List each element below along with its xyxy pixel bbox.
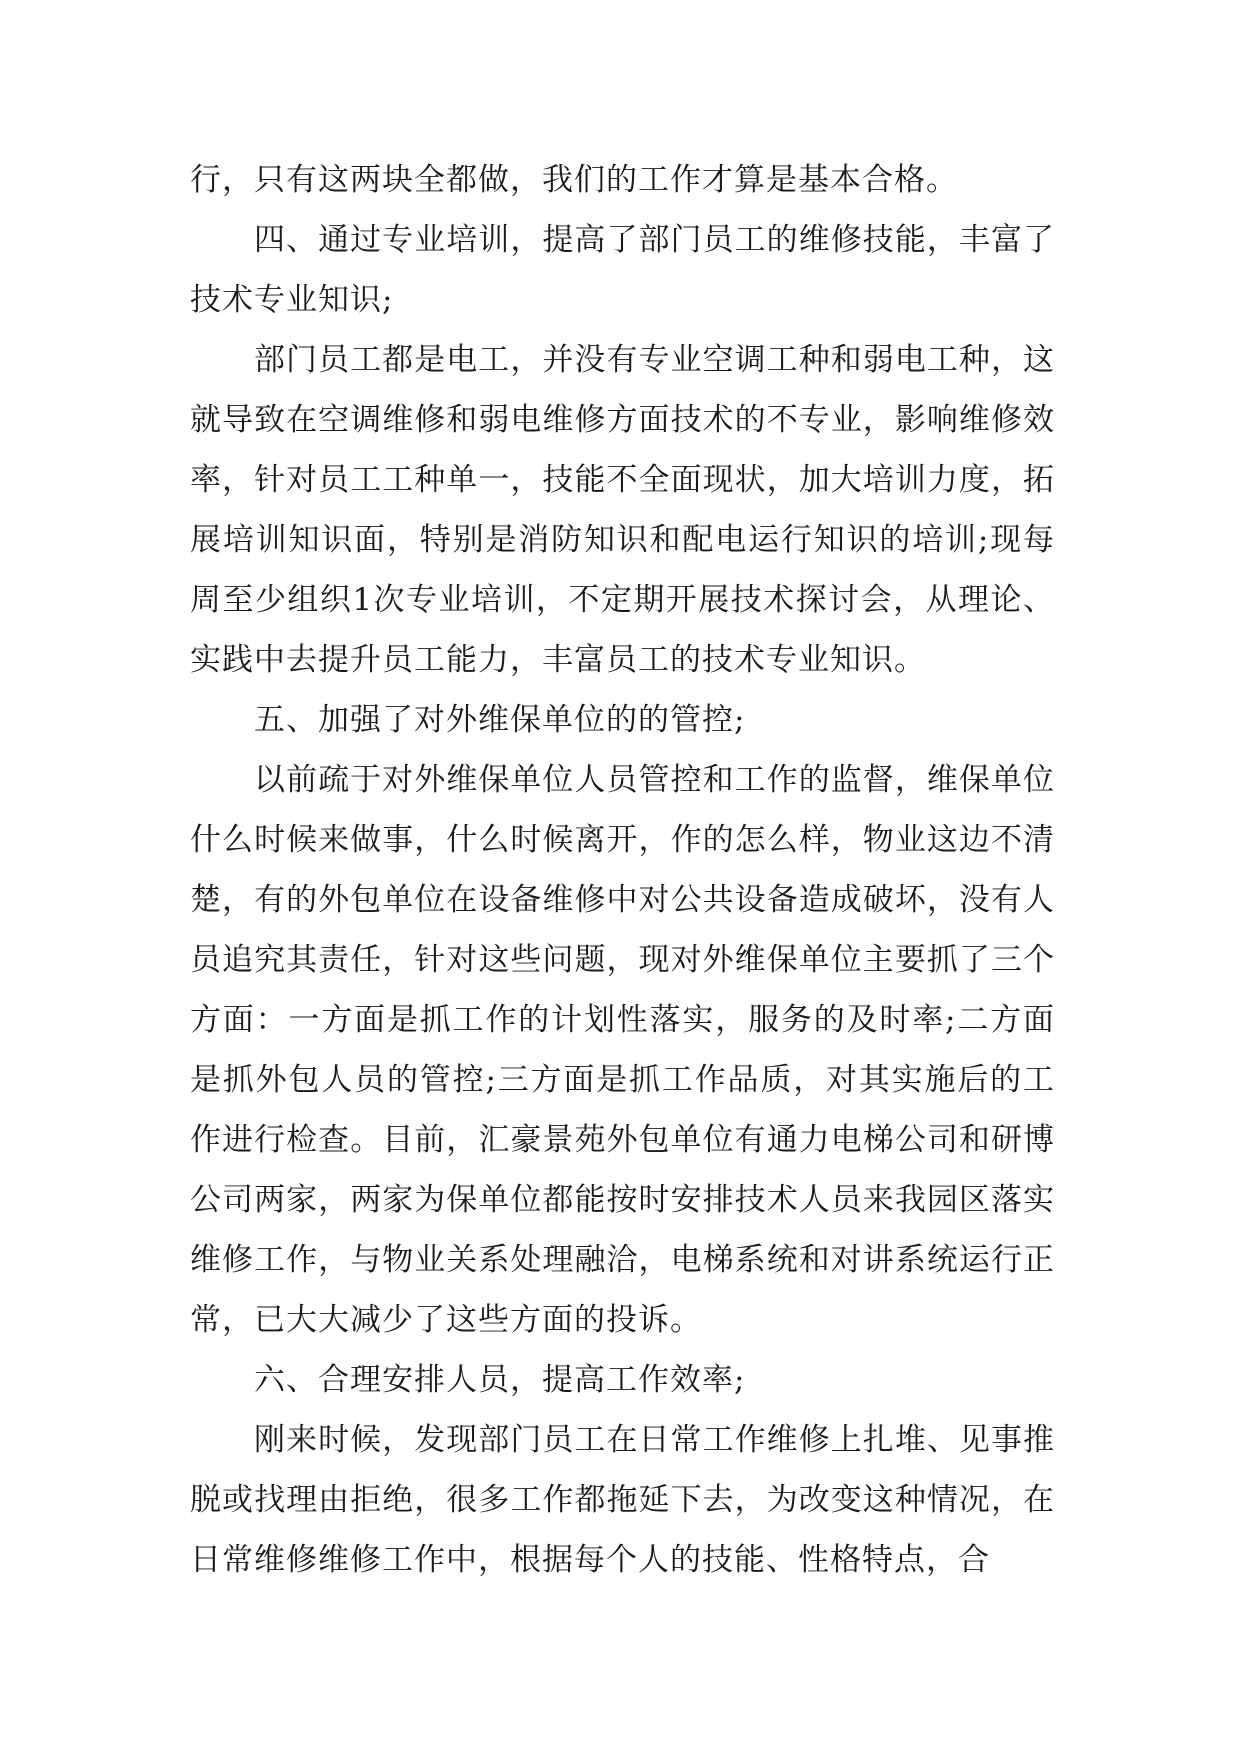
paragraph-staffing: 刚来时候，发现部门员工在日常工作维修上扎堆、见事推脱或找理由拒绝，很多工作都拖延下去，为改变这种情况，在日常维修维修工作中，根据每个人的技能、性格特点，合	[190, 1422, 1055, 1578]
paragraph-training: 部门员工都是电工，并没有专业空调工种和弱电工种，这就导致在空调维修和弱电维修方面技术的不专业，影响维修效率，针对员工工种单一，技能不全面现状，加大培训力度，拓展培训知识面，特别是消防知识和配电运行知识的培训;现每周至少组织1次专业培训，不定期开展技术探讨会，从理论、实践中去提升员工能力，丰富员工的技术专业知识。	[190, 342, 1055, 678]
document-body	[190, 150, 1055, 1590]
section-heading-six: 六、合理安排人员，提高工作效率;	[254, 1362, 746, 1398]
paragraph-continuation: 行，只有这两块全都做，我们的工作才算是基本合格。	[190, 162, 958, 198]
section-heading-four: 四、通过专业培训，提高了部门员工的维修技能，丰富了技术专业知识;	[190, 222, 1055, 318]
section-heading-five: 五、加强了对外维保单位的的管控;	[254, 702, 746, 738]
paragraph-outsourcing: 以前疏于对外维保单位人员管控和工作的监督，维保单位什么时候来做事，什么时候离开，作的怎么样，物业这边不清楚，有的外包单位在设备维修中对公共设备造成破坏，没有人员追究其责任，针对这些问题，现对外维保单位主要抓了三个方面：一方面是抓工作的计划性落实，服务的及时率;二方面是抓外包人员的管控;三方面是抓工作品质，对其实施后的工作进行检查。目前，汇豪景苑外包单位有通力电梯公司和研博公司两家，两家为保单位都能按时安排技术人员来我园区落实维修工作，与物业关系处理融洽，电梯系统和对讲系统运行正常，已大大减少了这些方面的投诉。	[190, 762, 1055, 1338]
